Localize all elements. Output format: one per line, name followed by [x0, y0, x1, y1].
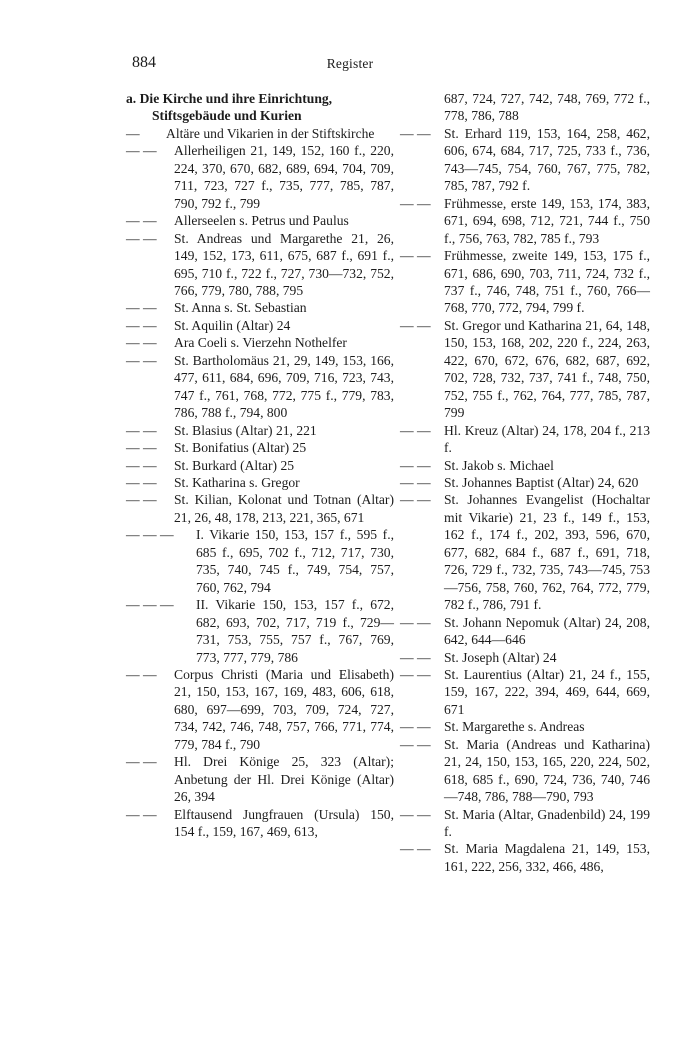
- entry-level-dash: — —: [126, 352, 157, 368]
- entry-text: St. Maria Magdalena 21, 149, 153, 161, 222, 256, 332, 466, 486,: [444, 841, 650, 874]
- entry-level-dash: — —: [400, 666, 431, 682]
- entry-text: St. Erhard 119, 153, 164, 258, 462, 606, 674, 684, 717, 725, 733 f., 736, 743—745, 754, 760, 767, 775, 782, 785, 787, 792 f.: [444, 125, 650, 194]
- entry-level-dash: — —: [126, 300, 157, 316]
- entry-level-dash: — —: [400, 422, 431, 438]
- index-column-right: [398, 90, 650, 875]
- entry-level-dash: — —: [400, 317, 431, 333]
- entry-text: St. Bonifatius (Altar) 25: [174, 440, 307, 456]
- entry-level-dash: — —: [400, 841, 431, 857]
- index-entry: [398, 457, 650, 474]
- entry-text: St. Anna s. St. Sebastian: [174, 300, 307, 316]
- index-entry: [398, 422, 650, 457]
- entry-text: St. Laurentius (Altar) 21, 24 f., 155, 159, 167, 222, 394, 469, 644, 669, 671: [444, 666, 650, 717]
- index-entry: [126, 90, 394, 125]
- index-entry: [398, 666, 650, 718]
- index-entry: [126, 474, 394, 491]
- entry-level-dash: — —: [126, 806, 157, 822]
- entry-text: St. Andreas und Margarethe 21, 26, 149, 152, 173, 611, 675, 687 f., 691 f., 695, 710 f., 722 f., 727, 730—732, 752, 766, 779, 780, 788, 795: [174, 230, 394, 298]
- entry-level-dash: — —: [126, 317, 157, 333]
- index-entry: [398, 474, 650, 491]
- entry-level-dash: — —: [126, 213, 157, 229]
- entry-level-dash: — —: [126, 457, 157, 473]
- entry-level-dash: — —: [126, 422, 157, 438]
- entry-text: St. Maria (Andreas und Katharina) 21, 24, 150, 153, 165, 220, 224, 502, 618, 685 f., 690, 724, 736, 740, 746—748, 786, 788—790, 793: [444, 736, 650, 805]
- entry-text: Altäre und Vikarien in der Stiftskirche: [166, 125, 375, 141]
- entry-level-dash: — —: [126, 754, 157, 770]
- index-entry: [398, 90, 650, 125]
- entry-level-dash: — —: [126, 474, 157, 490]
- index-entry: [398, 840, 650, 875]
- entry-text: St. Burkard (Altar) 25: [174, 457, 295, 473]
- entry-text: Frühmesse, zweite 149, 153, 175 f., 671, 686, 690, 703, 711, 724, 732 f., 737 f., 746, 748, 751 f., 760, 766—768, 770, 772, 794, 799 f.: [444, 248, 650, 316]
- entry-text: Hl. Kreuz (Altar) 24, 178, 204 f., 213 f.: [444, 422, 650, 456]
- entry-text: St. Jakob s. Michael: [444, 457, 554, 473]
- index-entry: [126, 422, 394, 439]
- entry-text: St. Johannes Evangelist (Hochaltar mit Vikarie) 21, 23 f., 149 f., 153, 162 f., 174 f., 202, 393, 596, 670, 677, 682, 684 f., 687 f., 691, 718, 726, 729 f., 732, 735, 743—745, 753—756, 758, 760, 762, 764, 772, 779, 782 f., 786, 791 f.: [444, 492, 650, 613]
- index-entry: [126, 230, 394, 300]
- entry-text: St. Joseph (Altar) 24: [444, 649, 557, 665]
- entry-text: Allerseelen s. Petrus und Paulus: [174, 213, 349, 229]
- index-entry: [126, 334, 394, 351]
- index-entry: [398, 718, 650, 735]
- index-entry: [398, 317, 650, 422]
- index-entry: [398, 806, 650, 841]
- entry-level-dash: —: [126, 125, 140, 141]
- entry-level-dash: — —: [126, 440, 157, 456]
- entry-text: St. Blasius (Altar) 21, 221: [174, 422, 317, 438]
- entry-text: St. Katharina s. Gregor: [174, 474, 300, 490]
- entry-level-dash: — —: [400, 719, 431, 735]
- index-entry: [126, 212, 394, 229]
- index-entry: [126, 526, 394, 596]
- entry-text: I. Vikarie 150, 153, 157 f., 595 f., 685 f., 695, 702 f., 712, 717, 730, 735, 740, 745 f., 749, 754, 757, 760, 762, 794: [196, 527, 394, 595]
- entry-level-dash: — —: [400, 195, 431, 211]
- entry-text: Ara Coeli s. Vierzehn Nothelfer: [174, 335, 347, 351]
- index-entry: [126, 491, 394, 526]
- entry-text: 687, 724, 727, 742, 748, 769, 772 f., 778, 786, 788: [444, 91, 650, 124]
- entry-text: Frühmesse, erste 149, 153, 174, 383, 671, 694, 698, 712, 721, 744 f., 750 f., 756, 763, 782, 785 f., 793: [444, 195, 650, 246]
- index-entry: [126, 299, 394, 316]
- entry-level-dash: — —: [126, 143, 157, 159]
- index-entry: [398, 195, 650, 247]
- entry-level-dash: — —: [400, 125, 431, 141]
- running-head: Register: [326, 56, 374, 71]
- entry-text: St. Bartholomäus 21, 29, 149, 153, 166, 477, 611, 684, 696, 709, 716, 723, 743, 747 f., 761, 768, 772, 775 f., 779, 783, 786, 788 f., 794, 800: [174, 352, 394, 421]
- page-number: 884: [132, 54, 156, 71]
- entry-level-dash: — —: [400, 474, 431, 490]
- entry-text: Elftausend Jungfrauen (Ursula) 150, 154 f., 159, 167, 469, 613,: [174, 806, 394, 840]
- index-entry: [398, 125, 650, 195]
- entry-text: II. Vikarie 150, 153, 157 f., 672, 682, 693, 702, 717, 719 f., 729—731, 753, 755, 757 f., 767, 769, 773, 777, 779, 786: [196, 597, 394, 665]
- entry-text: Hl. Drei Könige 25, 323 (Altar); Anbetung der Hl. Drei Könige (Altar) 26, 394: [174, 754, 394, 805]
- index-entry: [126, 596, 394, 666]
- entry-level-dash: — —: [126, 492, 157, 508]
- index-entry: [126, 666, 394, 753]
- index-entry: [398, 614, 650, 649]
- entry-level-dash: — —: [400, 492, 431, 508]
- entry-level-dash: — —: [126, 230, 157, 246]
- entry-level-dash: — —: [400, 736, 431, 752]
- entry-text: St. Gregor und Katharina 21, 64, 148, 150, 153, 168, 202, 220 f., 224, 263, 422, 670, 672, 676, 682, 687, 692, 702, 728, 732, 737, 741 f., 748, 750, 752, 755 f., 762, 764, 777, 785, 787, 799: [444, 317, 650, 421]
- index-entry: [398, 649, 650, 666]
- index-entry: [126, 457, 394, 474]
- index-entry: [126, 317, 394, 334]
- entry-text: Corpus Christi (Maria und Elisabeth) 21, 150, 153, 167, 169, 483, 606, 618, 680, 697—699, 703, 709, 724, 727, 734, 742, 746, 748, 757, 766, 771, 774, 779, 784 f., 790: [174, 666, 394, 752]
- index-entry: [126, 352, 394, 422]
- entry-text: Allerheiligen 21, 149, 152, 160 f., 220, 224, 370, 670, 682, 689, 694, 704, 709, 711, 723, 727 f., 735, 777, 785, 787, 790, 792 f., 799: [174, 143, 394, 211]
- entry-level-dash: — —: [126, 335, 157, 351]
- entry-text: St. Johannes Baptist (Altar) 24, 620: [444, 474, 639, 490]
- entry-text: St. Aquilin (Altar) 24: [174, 317, 291, 333]
- index-entry: [398, 247, 650, 317]
- index-column-left: [126, 90, 394, 840]
- index-entry: [126, 439, 394, 456]
- index-entry: [398, 736, 650, 806]
- entry-level-dash: — —: [126, 666, 157, 682]
- entry-text: St. Margarethe s. Andreas: [444, 719, 585, 735]
- entry-level-dash: — —: [400, 649, 431, 665]
- entry-level-dash: — — —: [126, 527, 174, 543]
- entry-text: St. Johann Nepomuk (Altar) 24, 208, 642, 644—646: [444, 614, 650, 648]
- index-entry: [126, 806, 394, 841]
- index-entry: [126, 753, 394, 805]
- index-entry: [398, 491, 650, 613]
- entry-level-dash: — —: [400, 806, 431, 822]
- entry-text: St. Kilian, Kolonat und Totnan (Altar) 21, 26, 48, 178, 213, 221, 365, 671: [174, 492, 394, 525]
- entry-level-dash: — — —: [126, 597, 174, 613]
- index-entry: [126, 125, 394, 142]
- entry-level-dash: — —: [400, 248, 431, 264]
- entry-text: a. Die Kirche und ihre Einrichtung, Stiftsgebäude und Kurien: [126, 91, 333, 124]
- index-entry: [126, 142, 394, 212]
- entry-text: St. Maria (Altar, Gnadenbild) 24, 199 f.: [444, 806, 650, 840]
- entry-level-dash: — —: [400, 457, 431, 473]
- entry-level-dash: — —: [400, 614, 431, 630]
